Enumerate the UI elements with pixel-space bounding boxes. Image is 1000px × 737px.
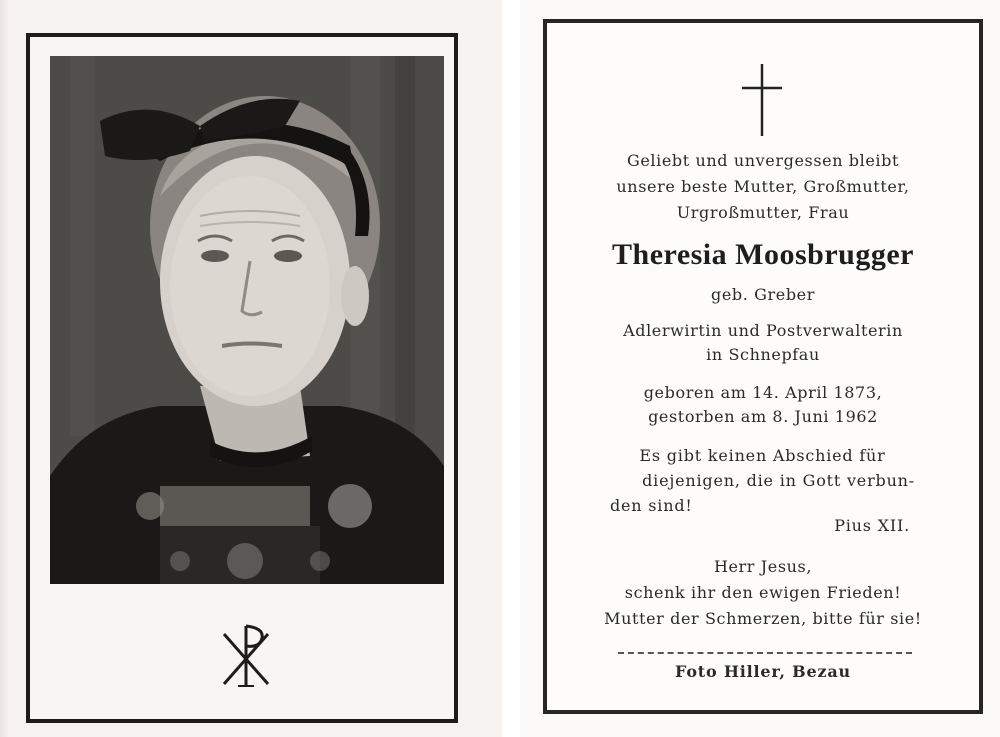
portrait-photo (50, 56, 444, 584)
quote-line-2: diejenigen, die in Gott verbun- (642, 471, 915, 490)
quote-author: Pius XII. (834, 516, 910, 535)
photographer-credit: Foto Hiller, Bezau (675, 662, 851, 681)
occupation-line-2: in Schnepfau (706, 345, 820, 364)
prayer-line-1: Herr Jesus, (713, 557, 813, 576)
chi-rho-icon (218, 622, 274, 688)
quote-line-3: den sind! (610, 496, 693, 515)
prayer-line-3: Mutter der Schmerzen, bitte für sie! (604, 609, 922, 628)
occupation-line-1: Adlerwirtin und Postverwalterin (623, 321, 903, 340)
intro-line-1: Geliebt und unvergessen bleibt (626, 151, 900, 170)
divider (618, 652, 912, 654)
card-edge (0, 0, 8, 737)
quote-line-1: Es gibt keinen Abschied für (639, 446, 886, 465)
intro-line-2: unsere beste Mutter, Großmutter, (616, 177, 910, 196)
intro-line-3: Urgroßmutter, Frau (676, 203, 850, 222)
maiden-name: geb. Greber (711, 285, 815, 304)
prayer-line-2: schenk ihr den ewigen Frieden! (624, 583, 902, 602)
cross-icon (740, 64, 784, 136)
deceased-name: Theresia Moosbrugger (612, 238, 914, 271)
death-date: gestorben am 8. Juni 1962 (648, 407, 878, 426)
birth-date: geboren am 14. April 1873, (643, 383, 883, 402)
